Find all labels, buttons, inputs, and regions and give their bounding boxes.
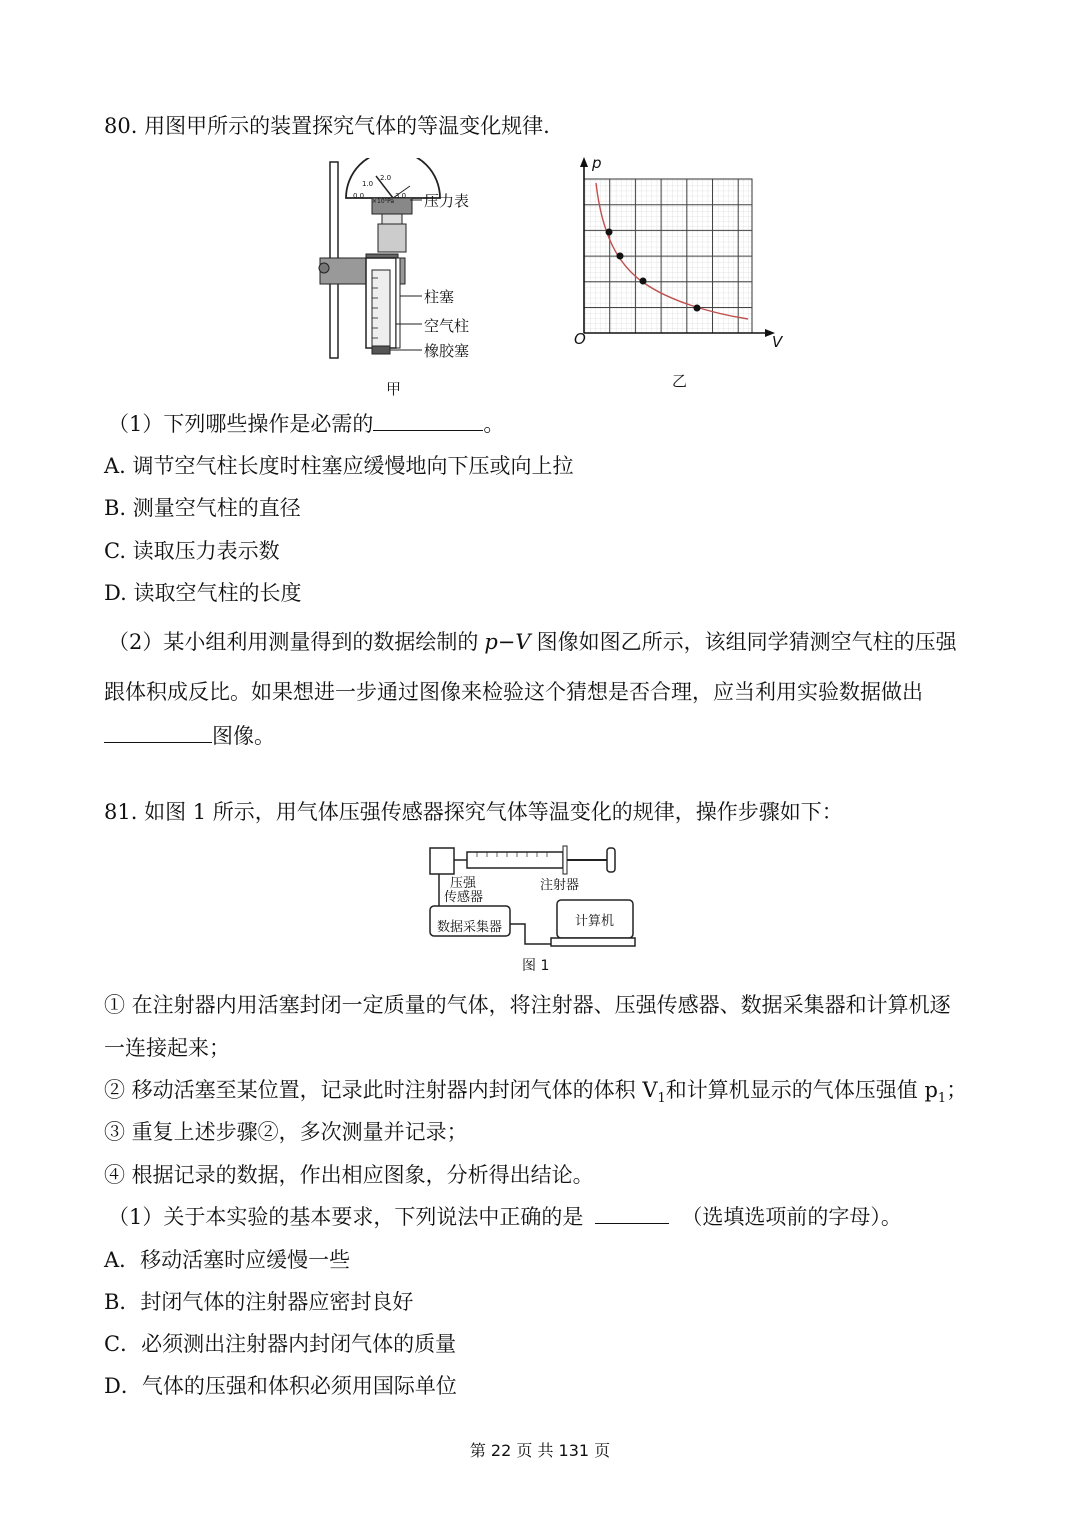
figure-1-caption: 图 1	[522, 958, 550, 974]
q81-step4: ④ 根据记录的数据，作出相应图象，分析得出结论。	[104, 1163, 594, 1187]
label-air-column: 空气柱	[424, 317, 470, 335]
q81-step1-line1: ① 在注射器内用活塞封闭一定质量的气体，将注射器、压强传感器、数据采集器和计算机逐	[104, 993, 951, 1017]
q80-option-d: D. 读取空气柱的长度	[104, 581, 302, 605]
q80-part1: （1）下列哪些操作是必需的 。	[108, 412, 505, 436]
origin-label: O	[574, 330, 586, 348]
q81-option-d: D．气体的压强和体积必须用国际单位	[104, 1374, 457, 1398]
label-data-collector: 数据采集器	[437, 920, 503, 935]
answer-blank[interactable]	[104, 722, 212, 743]
q80-option-a: A. 调节空气柱长度时柱塞应缓慢地向下压或向上拉	[104, 454, 574, 478]
syringe	[467, 852, 563, 868]
q81-part1: （1）关于本实验的基本要求，下列说法中正确的是 （选填选项前的字母）。	[108, 1205, 902, 1229]
gauge-value-3: 3.0	[395, 192, 407, 200]
label-rubber-plug: 橡胶塞	[424, 342, 470, 360]
gauge-value-0: 0.0	[353, 192, 365, 200]
q81-title: 81. 如图 1 所示，用气体压强传感器探究气体等温变化的规律，操作步骤如下：	[104, 800, 843, 824]
q80-part2-line1: （2）某小组利用测量得到的数据绘制的 p−V 图像如图乙所示，该组同学猜测空气柱的压强	[108, 630, 957, 654]
page-footer: 第 22 页 共 131 页	[469, 1441, 611, 1460]
q81-step2: ② 移动活塞至某位置，记录此时注射器内封闭气体的体积 $V_1$和计算机显示的气体压强值 $p_1$；	[104, 1078, 968, 1107]
q80-title: 80. 用图甲所示的装置探究气体的等温变化规律.	[104, 114, 550, 138]
label-syringe: 注射器	[540, 878, 580, 893]
answer-blank[interactable]	[595, 1203, 669, 1224]
q81-option-a: A．移动活塞时应缓慢一些	[104, 1248, 351, 1272]
q81-step3: ③ 重复上述步骤②，多次测量并记录；	[104, 1120, 468, 1144]
data-point	[617, 253, 624, 260]
q81-step1-line2: 一连接起来；	[104, 1036, 230, 1060]
q80-part2-line3: 图像。	[104, 722, 275, 750]
gauge-value-2: 2.0	[380, 174, 392, 182]
gauge-value-1: 1.0	[362, 180, 374, 188]
label-plunger: 柱塞	[424, 288, 455, 306]
pv-symbol: p−V	[484, 630, 531, 654]
label-pressure-gauge: 压力表	[424, 192, 470, 210]
data-point	[694, 305, 701, 312]
pressure-sensor	[430, 848, 454, 874]
label-sensor-2: 传感器	[444, 890, 484, 905]
data-point	[606, 229, 613, 236]
answer-blank[interactable]	[373, 410, 483, 431]
q81-option-b: B．封闭气体的注射器应密封良好	[104, 1290, 414, 1314]
figure-yi-pv-graph	[570, 155, 790, 355]
gauge-unit: ×10⁵Pa	[372, 198, 395, 205]
axis-label-p: p	[592, 154, 602, 172]
q80-part2-line2: 跟体积成反比。如果想进一步通过图像来检验这个猜想是否合理，应当利用实验数据做出	[104, 680, 923, 704]
label-sensor-1: 压强	[450, 876, 477, 891]
data-point	[640, 278, 647, 285]
figure-yi-caption: 乙	[672, 372, 688, 390]
label-computer: 计算机	[575, 914, 615, 929]
axis-label-v: V	[772, 333, 783, 351]
q81-option-c: C．必须测出注射器内封闭气体的质量	[104, 1332, 457, 1356]
q80-option-c: C. 读取压力表示数	[104, 539, 280, 563]
q80-option-b: B. 测量空气柱的直径	[104, 496, 301, 520]
figure-jia-caption: 甲	[386, 380, 402, 398]
